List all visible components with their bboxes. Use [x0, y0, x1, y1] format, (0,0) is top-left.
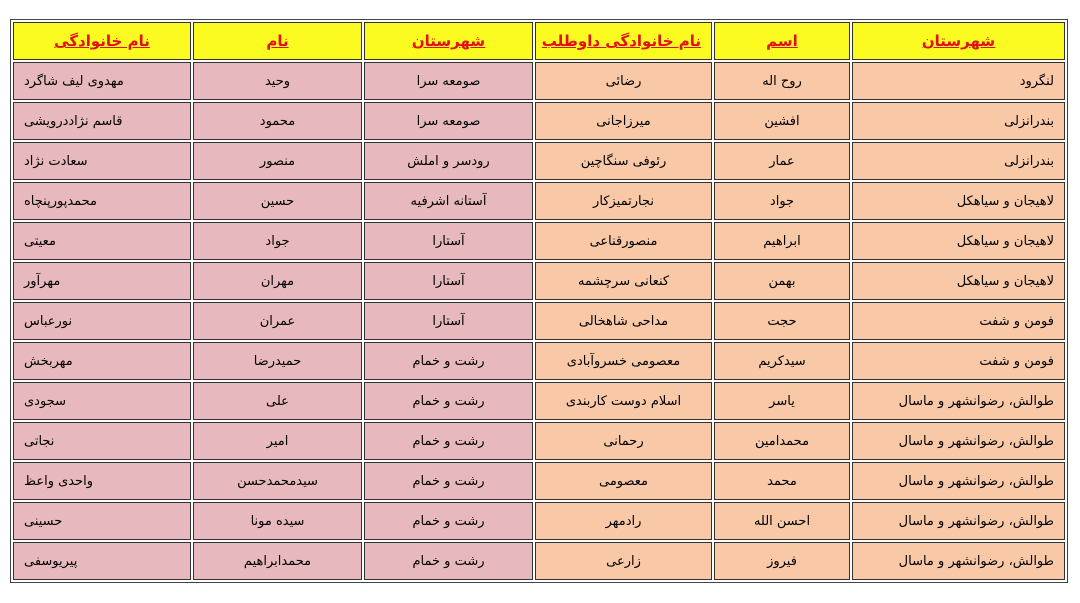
cell-city-2: رشت و خمام	[364, 502, 533, 540]
cell-candidate-last-name: کنعانی سرچشمه	[535, 262, 712, 300]
table-row	[13, 102, 1065, 140]
cell-first-name-2: عمران	[193, 302, 362, 340]
cell-last-name-2: معیتی	[13, 222, 191, 260]
cell-city-2: آستارا	[364, 222, 533, 260]
cell-last-name-2: سجودی	[13, 382, 191, 420]
cell-last-name-2: حسینی	[13, 502, 191, 540]
table-row	[13, 222, 1065, 260]
cell-city-2: رشت و خمام	[364, 462, 533, 500]
cell-first-name-2: امیر	[193, 422, 362, 460]
cell-last-name-2: مهدوی لیف شاگرد	[13, 62, 191, 100]
table-row	[13, 382, 1065, 420]
cell-city: طوالش، رضوانشهر و ماسال	[852, 462, 1065, 500]
cell-first-name: ابراهیم	[714, 222, 850, 260]
cell-first-name: محمد	[714, 462, 850, 500]
cell-city: لاهیجان و سیاهکل	[852, 262, 1065, 300]
table-body	[13, 62, 1065, 580]
cell-city: طوالش، رضوانشهر و ماسال	[852, 382, 1065, 420]
header-row	[13, 22, 1065, 60]
cell-city: لنگرود	[852, 62, 1065, 100]
cell-first-name: روح اله	[714, 62, 850, 100]
cell-city-2: رودسر و املش	[364, 142, 533, 180]
cell-city-2: آستارا	[364, 262, 533, 300]
table-row	[13, 342, 1065, 380]
table-row	[13, 262, 1065, 300]
table-row	[13, 542, 1065, 580]
cell-first-name: فیروز	[714, 542, 850, 580]
cell-city-2: صومعه سرا	[364, 62, 533, 100]
cell-first-name-2: سیدمحمدحسن	[193, 462, 362, 500]
cell-city-2: رشت و خمام	[364, 382, 533, 420]
table-row	[13, 142, 1065, 180]
cell-last-name-2: قاسم نژاددرویشی	[13, 102, 191, 140]
cell-city: طوالش، رضوانشهر و ماسال	[852, 422, 1065, 460]
cell-city-2: رشت و خمام	[364, 422, 533, 460]
cell-city: لاهیجان و سیاهکل	[852, 182, 1065, 220]
cell-candidate-last-name: میرزاجانی	[535, 102, 712, 140]
header-city: شهرستان	[852, 22, 1065, 60]
cell-last-name-2: مهربخش	[13, 342, 191, 380]
cell-candidate-last-name: معصومی خسروآبادی	[535, 342, 712, 380]
candidates-table	[10, 19, 1068, 583]
cell-city-2: آستارا	[364, 302, 533, 340]
cell-first-name-2: مهران	[193, 262, 362, 300]
table-row	[13, 462, 1065, 500]
cell-city: بندرانزلی	[852, 142, 1065, 180]
cell-last-name-2: پیریوسفی	[13, 542, 191, 580]
cell-first-name-2: جواد	[193, 222, 362, 260]
table-row	[13, 182, 1065, 220]
cell-candidate-last-name: معصومی	[535, 462, 712, 500]
cell-first-name: افشین	[714, 102, 850, 140]
cell-first-name: جواد	[714, 182, 850, 220]
cell-first-name: سیدکریم	[714, 342, 850, 380]
cell-candidate-last-name: نجارتمیزکار	[535, 182, 712, 220]
cell-last-name-2: واحدی واعظ	[13, 462, 191, 500]
cell-first-name-2: وحید	[193, 62, 362, 100]
header-last-name-2: نام خانوادگی	[13, 22, 191, 60]
cell-last-name-2: مهرآور	[13, 262, 191, 300]
cell-city-2: رشت و خمام	[364, 542, 533, 580]
table-row	[13, 422, 1065, 460]
cell-candidate-last-name: منصورقناعی	[535, 222, 712, 260]
cell-candidate-last-name: اسلام دوست کاربندی	[535, 382, 712, 420]
table-row	[13, 62, 1065, 100]
cell-city: طوالش، رضوانشهر و ماسال	[852, 542, 1065, 580]
cell-first-name-2: محمود	[193, 102, 362, 140]
cell-first-name-2: علی	[193, 382, 362, 420]
cell-first-name-2: حسین	[193, 182, 362, 220]
cell-last-name-2: محمدپورپنچاه	[13, 182, 191, 220]
cell-last-name-2: سعادت نژاد	[13, 142, 191, 180]
cell-first-name: احسن الله	[714, 502, 850, 540]
header-candidate-last-name: نام خانوادگی داوطلب	[535, 22, 712, 60]
cell-first-name-2: سیده مونا	[193, 502, 362, 540]
cell-city-2: صومعه سرا	[364, 102, 533, 140]
cell-city: لاهیجان و سیاهکل	[852, 222, 1065, 260]
cell-city-2: آستانه اشرفیه	[364, 182, 533, 220]
cell-candidate-last-name: مداحی شاهخالی	[535, 302, 712, 340]
cell-first-name: بهمن	[714, 262, 850, 300]
cell-city: فومن و شفت	[852, 342, 1065, 380]
table-row	[13, 502, 1065, 540]
cell-first-name-2: محمدابراهیم	[193, 542, 362, 580]
cell-city: طوالش، رضوانشهر و ماسال	[852, 502, 1065, 540]
cell-first-name: حجت	[714, 302, 850, 340]
cell-first-name: عمار	[714, 142, 850, 180]
cell-last-name-2: نورعباس	[13, 302, 191, 340]
cell-candidate-last-name: زارعی	[535, 542, 712, 580]
cell-first-name-2: حمیدرضا	[193, 342, 362, 380]
table-container	[10, 19, 1067, 583]
header-first-name-2: نام	[193, 22, 362, 60]
table-row	[13, 302, 1065, 340]
cell-city: بندرانزلی	[852, 102, 1065, 140]
cell-city: فومن و شفت	[852, 302, 1065, 340]
cell-candidate-last-name: رضائی	[535, 62, 712, 100]
cell-candidate-last-name: رادمهر	[535, 502, 712, 540]
cell-first-name: محمدامین	[714, 422, 850, 460]
cell-city-2: رشت و خمام	[364, 342, 533, 380]
header-first-name: اسم	[714, 22, 850, 60]
cell-candidate-last-name: رئوفی سنگاچین	[535, 142, 712, 180]
header-city-2: شهرستان	[364, 22, 533, 60]
cell-first-name: یاسر	[714, 382, 850, 420]
cell-candidate-last-name: رحمانی	[535, 422, 712, 460]
cell-first-name-2: منصور	[193, 142, 362, 180]
cell-last-name-2: نجاتی	[13, 422, 191, 460]
